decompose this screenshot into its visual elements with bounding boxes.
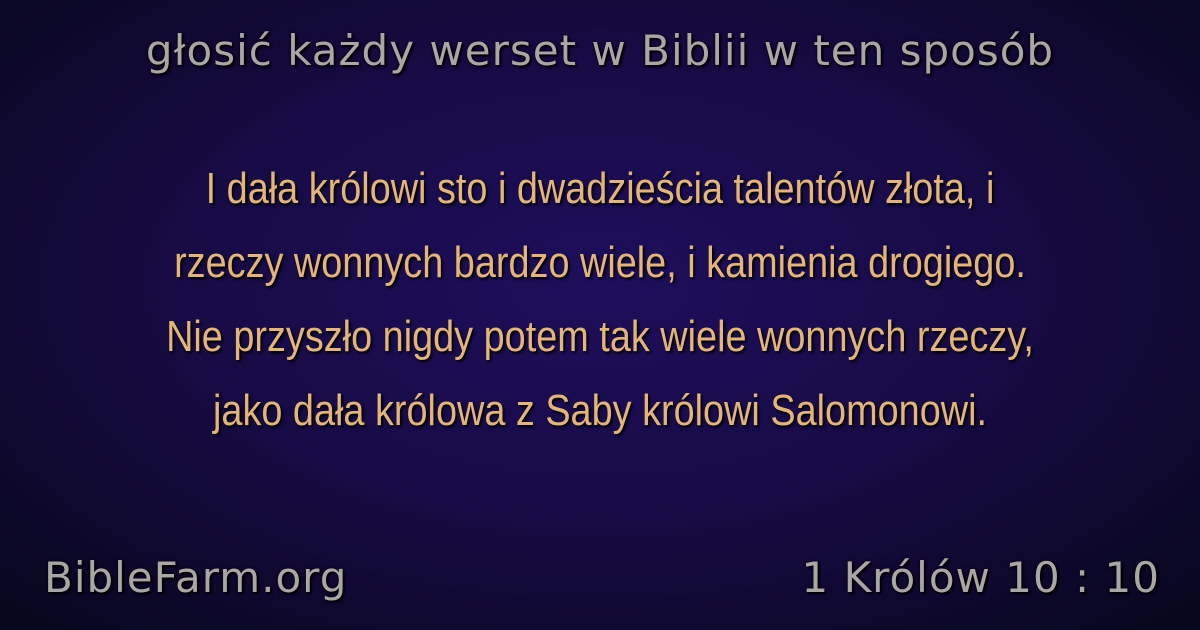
tagline: głosić każdy werset w Biblii w ten sposób <box>145 26 1055 75</box>
verse-reference: 1 Królów 10 : 10 <box>801 553 1160 602</box>
verse-line: Nie przyszło nigdy potem tak wiele wonnych rzeczy, <box>166 312 1034 361</box>
site-name: BibleFarm.org <box>44 553 348 602</box>
verse-line: rzeczy wonnych bardzo wiele, i kamienia drogiego. <box>174 238 1026 287</box>
verse-text <box>118 152 1081 448</box>
verse-line: jako dała królowa z Saby królowi Salomonowi. <box>213 386 987 435</box>
verse-line: I dała królowi sto i dwadzieścia talentów złota, i <box>205 164 995 213</box>
